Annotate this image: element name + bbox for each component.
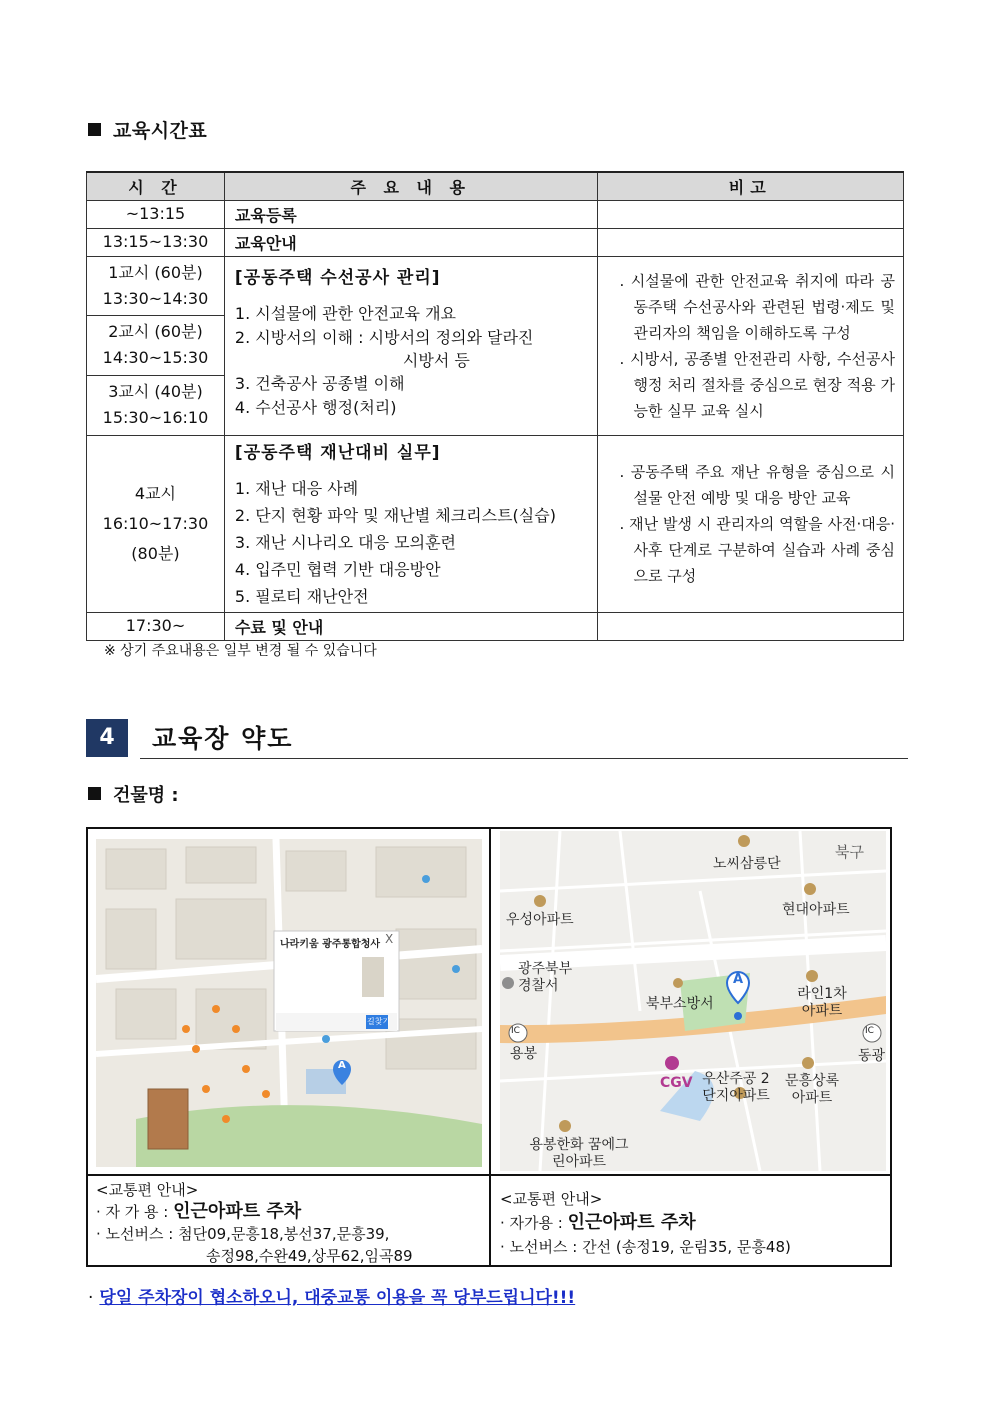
map-frame (86, 827, 892, 1267)
period-cell (87, 256, 225, 315)
header-time: 시 간 (87, 172, 225, 200)
schedule-heading: 교육시간표 (88, 116, 207, 143)
list-item: 1. 시설물에 관한 안전교육 개요 (234, 303, 457, 323)
period-range: 13:30~14:30 (102, 288, 209, 308)
period-range: 16:10~17:30 (102, 513, 209, 533)
square-bullet-icon (88, 123, 101, 136)
transport-title: <교통편 안내> (96, 1181, 199, 1199)
list-item: 2. 단지 현황 파악 및 재난별 체크리스트(실습) (234, 505, 556, 525)
map-pin-label: A (338, 1060, 346, 1071)
table-header-row (87, 172, 904, 200)
map-label: 라인1차 아파트 (797, 986, 847, 1019)
square-bullet-icon (88, 787, 101, 800)
period-cell (87, 375, 225, 435)
map-label: 노씨삼릉단 (713, 856, 781, 872)
popup-close-button[interactable]: X (385, 932, 394, 946)
bus-line: · 노선버스 : 첨단09,문흥18,봉선37,문흥39, (96, 1225, 390, 1243)
map-label: 용봉 (510, 1046, 538, 1062)
transport-info-left (96, 1179, 413, 1267)
map-label: 우성아파트 (506, 912, 574, 928)
map-label: 광주북부 경찰서 (518, 961, 573, 994)
list-item: 4. 수선공사 행정(처리) (234, 397, 397, 417)
row-time: ~13:15 (87, 200, 225, 228)
table-row (87, 200, 904, 228)
schedule-table (86, 171, 904, 641)
section-title: 교육장 약도 (152, 724, 294, 753)
map-label: 용봉한화 꿈에그린아파트 (529, 1137, 629, 1170)
period-duration: (80분) (131, 543, 180, 563)
list-item: 5. 필로티 재난안전 (234, 586, 369, 606)
map-label: 북부소방서 (646, 996, 714, 1012)
bus-line-2: 송정98,수완49,상무62,임곡89 (206, 1247, 413, 1265)
row-content: 수료 및 안내 (224, 612, 597, 640)
overview-map[interactable] (500, 831, 886, 1171)
note-item: . 시설물에 관한 안전교육 취지에 따라 공동주택 수선공사와 관련된 법령·제도 및 관리자의 책임을 이해하도록 구성 (619, 271, 895, 342)
list-item: 1. 재난 대응 사례 (234, 478, 359, 498)
block2-title: [공동주택 재난대비 실무] (234, 442, 441, 463)
period-cell (87, 315, 225, 375)
row-note (597, 228, 903, 256)
row-note (597, 200, 903, 228)
period-range: 15:30~16:10 (102, 408, 209, 427)
bus-line: · 노선버스 : 간선 (송정19, 운림35, 문흥48) (500, 1238, 791, 1256)
period-label: 4교시 (134, 483, 176, 503)
period-label: 1교시 (60분) (108, 262, 203, 282)
parking-notice: · 당일 주차장이 협소하오니, 대중교통 이용을 꼭 당부드립니다!!! (88, 1288, 576, 1308)
block2-content (224, 435, 597, 612)
table-row (87, 256, 904, 315)
table-row (87, 435, 904, 612)
period-label: 2교시 (60분) (108, 322, 203, 341)
popup-title: 나라키움 광주통합청사 (280, 939, 381, 950)
note-item: . 재난 발생 시 관리자의 역할을 사전·대응·사후 단계로 구분하여 실습과 사례 중심으로 구성 (619, 514, 895, 585)
block2-notes (597, 435, 903, 612)
period-cell (87, 435, 225, 612)
building-heading: 건물명 : (88, 781, 179, 807)
list-item: 시방서 등 (402, 350, 470, 370)
list-item: 3. 건축공사 공종별 이해 (234, 373, 405, 393)
map-label: 문흥상록 아파트 (784, 1073, 840, 1106)
map-label: CGV (660, 1075, 693, 1091)
period-range: 14:30~15:30 (102, 348, 209, 367)
detail-map-graphic (96, 839, 482, 1167)
section-number: 4 (86, 719, 128, 757)
map-label: 동광 (858, 1048, 886, 1064)
popup-route-button[interactable]: 길찾기 (367, 1017, 391, 1026)
row-time: 13:15~13:30 (87, 228, 225, 256)
frame-divider (489, 829, 491, 1265)
schedule-remark: ※ 상기 주요내용은 일부 변경 될 수 있습니다 (104, 643, 377, 659)
section-divider (140, 758, 908, 759)
map-label: 북구 (835, 843, 864, 861)
map-label: 우산주공 2단지아파트 (702, 1071, 770, 1104)
list-item: 3. 재난 시나리오 대응 모의훈련 (234, 532, 457, 552)
car-line: · 자가용 : 인근아파트 주차 (500, 1212, 696, 1233)
row-time: 17:30~ (87, 612, 225, 640)
period-label: 3교시 (40분) (108, 382, 203, 401)
row-content: 교육안내 (224, 228, 597, 256)
car-line: · 자 가 용 : 인근아파트 주차 (96, 1201, 302, 1222)
row-note (597, 612, 903, 640)
note-item: . 시방서, 공종별 안전관리 사항, 수선공사 행정 처리 절차를 중심으로 현장 적용 가능한 실무 교육 실시 (619, 349, 895, 420)
table-row (87, 228, 904, 256)
list-item: 2. 시방서의 이해 : 시방서의 정의와 달라진 (234, 327, 534, 347)
block1-notes (597, 256, 903, 435)
block1-title: [공동주택 수선공사 관리] (234, 267, 441, 288)
note-item: . 공동주택 주요 재난 유형을 중심으로 시설물 안전 예방 및 대응 방안 교육 (619, 462, 895, 507)
header-content: 주 요 내 용 (224, 172, 597, 200)
ic-marker: IC (511, 1026, 520, 1036)
table-row (87, 612, 904, 640)
transport-title: <교통편 안내> (500, 1190, 603, 1208)
block1-content (224, 256, 597, 435)
map-label: 현대아파트 (782, 902, 850, 918)
transport-info-right (500, 1187, 791, 1259)
header-note: 비고 (597, 172, 903, 200)
row-content: 교육등록 (224, 200, 597, 228)
ic-marker: IC (865, 1026, 874, 1036)
frame-hline (88, 1174, 890, 1176)
detail-map[interactable] (96, 839, 482, 1167)
map-pin-label: A (733, 972, 744, 987)
list-item: 4. 입주민 협력 기반 대응방안 (234, 559, 441, 579)
